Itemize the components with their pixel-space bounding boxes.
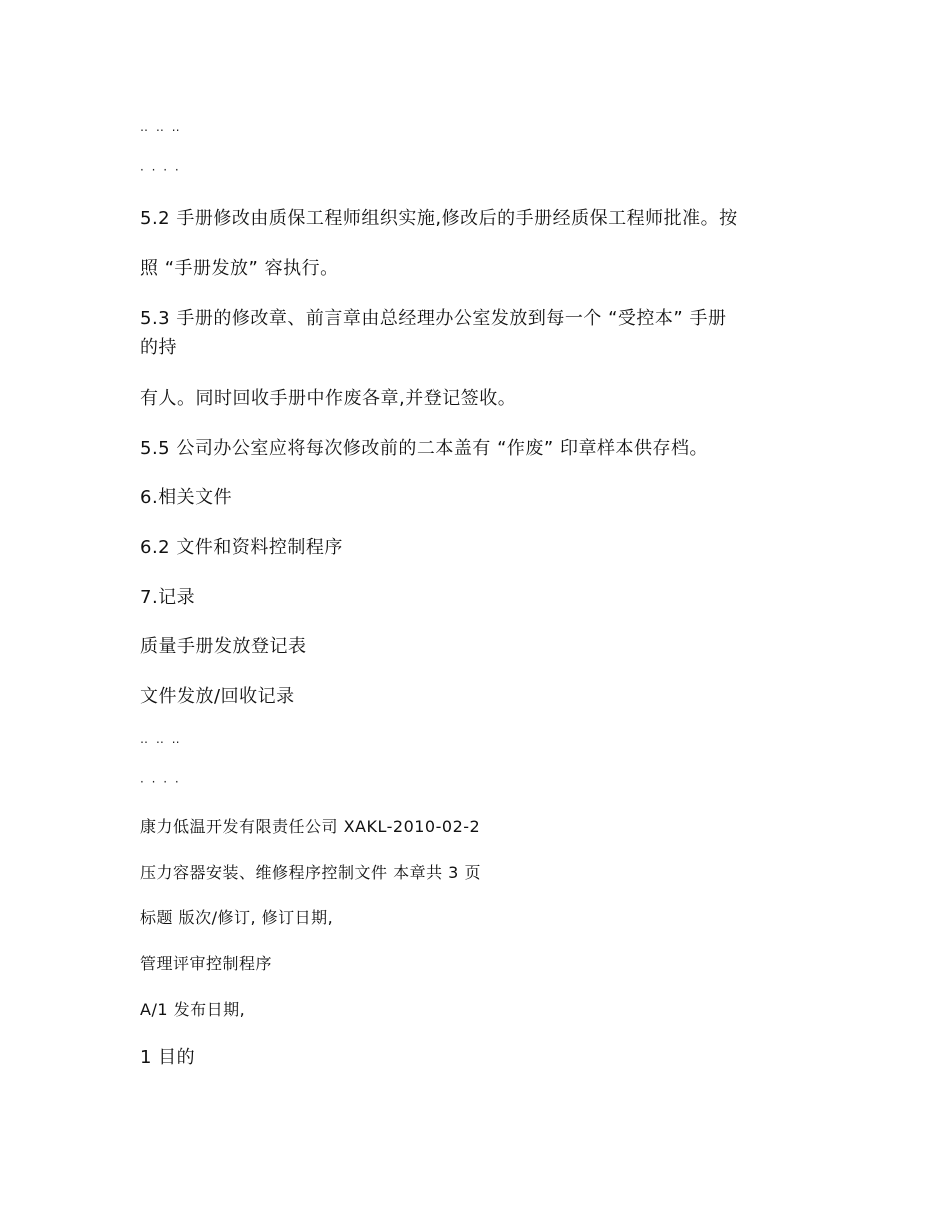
section-heading-7: 7.记录 <box>140 587 196 608</box>
section-heading-6: 6.相关文件 <box>140 487 233 508</box>
record-item-2: 文件发放/回收记录 <box>140 686 295 707</box>
company-header: 康力低温开发有限责任公司 XAKL-2010-02-2 <box>140 817 481 836</box>
paragraph-5-5: 5.5 公司办公室应将每次修改前的二本盖有 “作废” 印章样本供存档。 <box>140 438 708 459</box>
version-publish-date: A/1 发布日期, <box>140 1000 246 1019</box>
paragraph-5-3-line-1: 5.3 手册的修改章、前言章由总经理办公室发放到每一个 “受控本” 手册 <box>140 308 727 329</box>
paragraph-5-3-line-3: 有人。同时回收手册中作废各章,并登记签收。 <box>140 388 517 409</box>
paragraph-5-2-line-1: 5.2 手册修改由质保工程师组织实施,修改后的手册经质保工程师批准。按 <box>140 208 738 229</box>
record-item-1: 质量手册发放登记表 <box>140 636 307 657</box>
separator-dots-mid-1: ‥ ‥ ‥ <box>140 732 182 746</box>
section-item-6-2: 6.2 文件和资料控制程序 <box>140 537 343 558</box>
separator-dots-top-1: ‥ ‥ ‥ <box>140 120 182 134</box>
section-heading-1: 1 目的 <box>140 1047 196 1068</box>
title-revision-row: 标题 版次/修订, 修订日期, <box>140 908 334 927</box>
paragraph-5-3-line-2: 的持 <box>140 337 177 358</box>
document-category: 压力容器安装、维修程序控制文件 本章共 3 页 <box>140 863 481 882</box>
document-title: 管理评审控制程序 <box>140 954 273 973</box>
separator-dots-mid-2: · · · · <box>140 775 181 789</box>
separator-dots-top-2: · · · · <box>140 163 181 177</box>
paragraph-5-2-line-2: 照 “手册发放” 容执行。 <box>140 258 339 279</box>
